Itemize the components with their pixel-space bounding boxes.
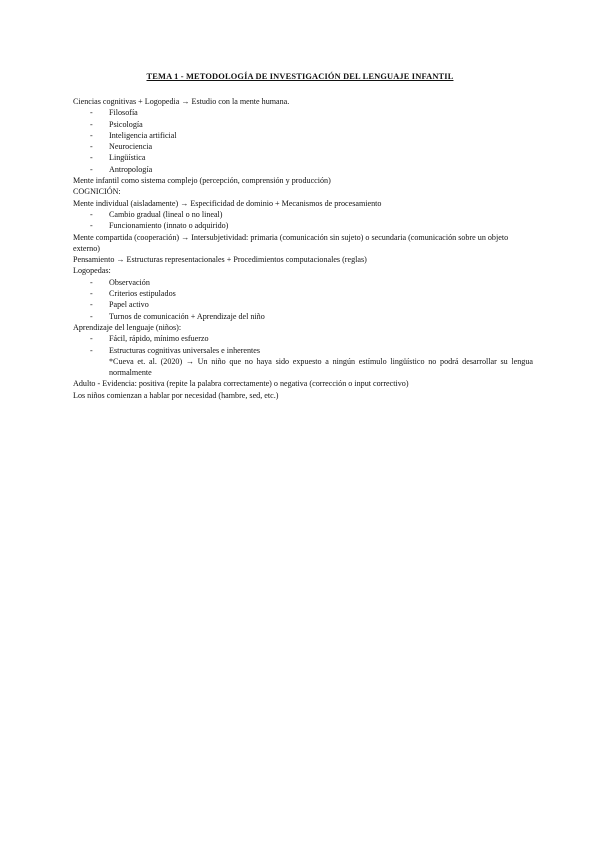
bullet-dash: - [90,221,93,231]
bullet-dash: - [90,311,93,321]
list-item-text: Lingüística [109,153,146,163]
bullet-dash: - [90,300,93,310]
list-item [73,130,533,141]
list-item [73,345,533,356]
list-item-text: Observación [109,277,150,287]
list-item-text: Papel activo [109,300,149,310]
bullet-dash: - [90,289,93,299]
text-paragraph: Mente compartida (cooperación) → Intersubjetividad: primaria (comunicación sin sujeto) o secundaria (comunicación sobre un objeto externo) [73,232,509,253]
text-line: Ciencias cognitivas + Logopedia → Estudio con la mente humana. [73,97,290,106]
list-item [73,209,533,220]
text-line: Mente infantil como sistema complejo (percepción, comprensión y producción) [73,176,331,186]
list-item [73,220,533,231]
bullet-dash: - [90,119,93,129]
document-body [73,96,533,401]
bullet-dash: - [90,153,93,163]
list-item-text: Neurociencia [109,142,153,152]
document-title: TEMA 1 - METODOLOGÍA DE INVESTIGACIÓN DEL LENGUAJE INFANTIL [146,72,454,81]
bullet-dash: - [90,277,93,287]
list-item [73,311,533,322]
bullet-dash: - [90,164,93,174]
list-item-text: Cambio gradual (lineal o no lineal) [109,209,223,219]
bullet-dash: - [90,345,93,355]
text-line: Mente individual (aisladamente) → Especificidad de dominio + Mecanismos de procesamiento [73,198,382,208]
bullet-dash: - [90,108,93,118]
text-line: Los niños comienzan a hablar por necesidad (hambre, sed, etc.) [73,390,279,400]
list-item [73,107,533,118]
section-heading: COGNICIÓN: [73,187,121,197]
list-item-text: Filosofía [109,108,138,118]
list-item [73,164,533,175]
list-item [73,288,533,299]
list-item-text: Turnos de comunicación + Aprendizaje del niño [109,311,265,321]
list-item [73,333,533,344]
list-item [73,299,533,310]
list-item-text: Inteligencia artificial [109,130,177,140]
bullet-dash: - [90,130,93,140]
list-item-text: Antropología [109,164,153,174]
list-item-text: Funcionamiento (innato o adquirido) [109,221,229,231]
list-item [73,141,533,152]
text-line: Adulto - Evidencia: positiva (repite la palabra correctamente) o negativa (corrección o input correctivo) [73,379,409,389]
list-item [73,119,533,130]
list-item [73,152,533,163]
bullet-dash: - [90,334,93,344]
text-line: Aprendizaje del lenguaje (niños): [73,322,182,332]
list-item-text: Criterios estipulados [109,289,176,299]
list-item-text: Estructuras cognitivas universales e inherentes [109,345,261,355]
list-item-text: Fácil, rápido, mínimo esfuerzo [109,334,209,344]
bullet-dash: - [90,209,93,219]
citation-note: *Cueva et. al. (2020) → Un niño que no haya sido expuesto a ningún estímulo lingüístico no podrá desarrollar su lengua normalmente [109,356,533,378]
list-item [73,277,533,288]
text-line: Logopedas: [73,266,111,276]
bullet-dash: - [90,142,93,152]
list-item-text: Psicología [109,119,143,129]
text-line: Pensamiento → Estructuras representacionales + Procedimientos computacionales (reglas) [73,255,367,265]
